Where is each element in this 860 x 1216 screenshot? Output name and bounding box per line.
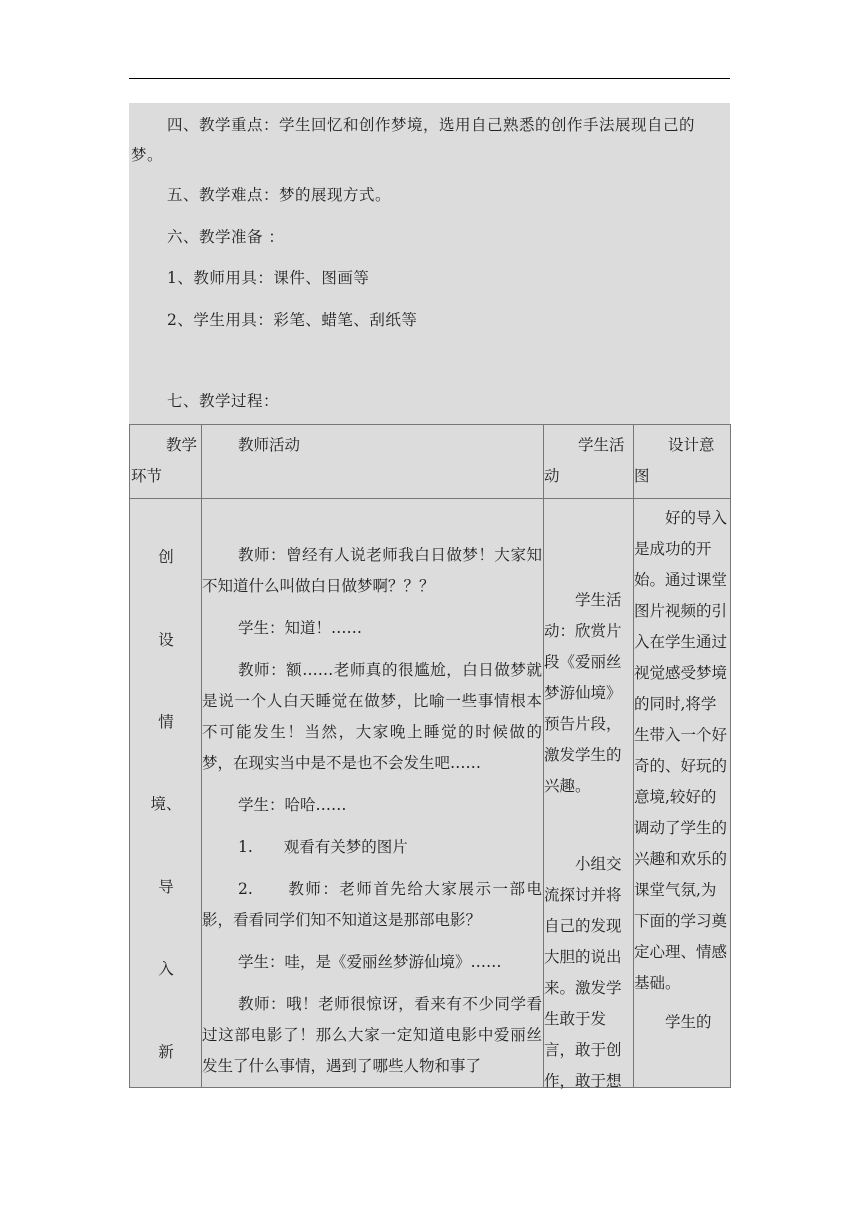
header-divider: [130, 498, 730, 499]
header-design-a: 设计意: [668, 436, 715, 454]
teacher-para: 教师：哦！老师很惊讶，看来有不少同学看过这部电影了！那么大家一定知道电影中爱丽丝发生了什么事情，遇到了哪些人物和事了: [202, 995, 542, 1075]
prep-student-tools: 2、学生用具：彩笔、蜡笔、刮纸等: [167, 311, 418, 329]
teaching-process-heading: 七、教学过程：: [167, 392, 280, 410]
teaching-prep-heading: 六、教学准备 ：: [167, 228, 285, 246]
student-activity-2: 小组交流探讨并将自己的发现大胆的说出来。激发学生敢于发言，敢于创作，敢于想: [544, 855, 622, 1090]
teacher-activity: [202, 540, 542, 1093]
teacher-para: 教师：曾经有人说老师我白日做梦！大家知不知道什么叫做白日做梦啊？？？: [202, 546, 542, 595]
stage-char: 境、: [150, 795, 182, 813]
stage-char: 创: [158, 548, 174, 566]
teaching-focus: 四、教学重点：学生回忆和创作梦境，选用自己熟悉的创作手法展现自己的: [167, 116, 696, 134]
stage-char: 导: [158, 878, 174, 896]
header-design-b: 图: [634, 467, 650, 485]
header-stage-b: 环节: [131, 467, 163, 485]
teacher-para: 2. 教师：老师首先给大家展示一部电影，看看同学们知不知道这是那部电影？: [202, 880, 542, 929]
lesson-table: [129, 424, 731, 1088]
teaching-difficulty: 五、教学难点：梦的展现方式。: [167, 186, 392, 204]
design-intent: [634, 503, 730, 1038]
design-text-2: 学生的: [634, 1013, 712, 1031]
header-teacher: 教师活动: [238, 436, 301, 454]
stage-char: 情: [158, 713, 174, 731]
stage-char: 新: [158, 1043, 174, 1061]
student-activity-1: 学生活动：欣赏片段《爱丽丝梦游仙境》预告片段，激发学生的兴趣。: [544, 591, 622, 795]
stage-char: 设: [158, 631, 174, 649]
teacher-para: 1. 观看有关梦的图片: [238, 838, 408, 856]
teaching-focus-cont: 梦。: [131, 146, 164, 164]
teacher-para: 教师：额……老师真的很尴尬，白日做梦就是说一个人白天睡觉在做梦，比喻一些事情根本不可能发生！当然，大家晚上睡觉的时候做的梦，在现实当中是不是也不会发生吧……: [202, 661, 542, 772]
header-student-a: 学生活: [578, 436, 625, 454]
header-rule: [129, 78, 730, 79]
teacher-para: 学生：知道！……: [238, 619, 363, 637]
header-stage-a: 教学: [166, 436, 198, 454]
header-student-b: 动: [544, 467, 560, 485]
prep-teacher-tools: 1、教师用具：课件、图画等: [167, 269, 370, 287]
design-text: 好的导入是成功的开始。通过课堂图片视频的引入在学生通过视觉感受梦境的同时,将学生带入一个好奇的、好玩的意境,较好的调动了学生的兴趣和欢乐的课堂气氛,为下面的学习奠定心理、情感基础。: [634, 509, 728, 992]
teacher-para: 学生：哇，是《爱丽丝梦游仙境》……: [238, 953, 502, 971]
stage-char: 入: [158, 960, 174, 978]
teacher-para: 学生：哈哈……: [238, 796, 347, 814]
